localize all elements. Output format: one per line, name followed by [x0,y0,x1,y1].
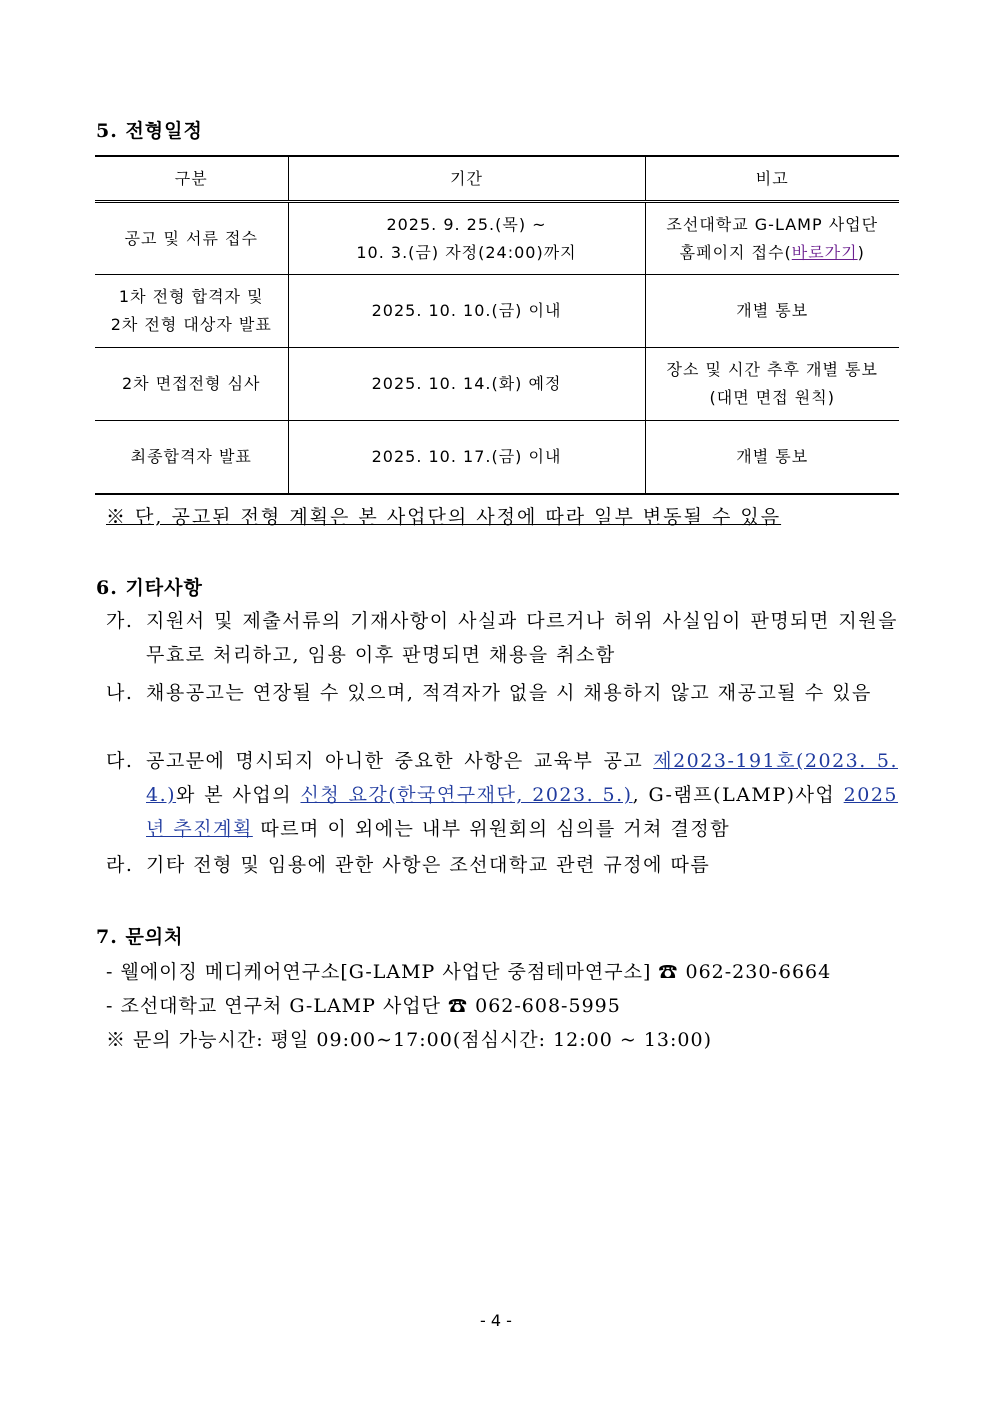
row1-period-line1: 2025. 9. 25.(목) ~ [386,214,547,234]
row1-note-line2 [650,239,896,267]
item-text: 채용공고는 연장될 수 있으며, 적격자가 없을 시 채용하지 않고 재공고될 수 있음 [146,682,872,704]
item-text-part: , G-램프(LAMP)사업 [632,784,844,806]
schedule-footnote: ※ 단, 공고된 전형 계획은 본 사업단의 사정에 따라 일부 변동될 수 있음 [106,506,782,528]
header-category: 구분 [95,156,288,202]
row4-period: 2025. 10. 17.(금) 이내 [288,421,645,494]
section6-title: 6. 기타사항 [96,577,203,599]
row1-note-suffix: ) [857,242,865,262]
header-period: 기간 [288,156,645,202]
shortcut-link[interactable]: 바로가기 [791,242,858,262]
item-text-part: 따르며 이 외에는 내부 위원회의 심의를 거쳐 결정함 [252,818,731,840]
row1-period-line2: 10. 3.(금) 자정(24:00)까지 [356,242,577,262]
list-item [106,744,898,846]
row2-period: 2025. 10. 10.(금) 이내 [288,275,645,348]
application-guide-link[interactable]: 신청 요강(한국연구재단, 2023. 5.) [300,784,633,806]
list-item [106,848,898,882]
plan-2025-link[interactable]: 2025년 추진계획 [146,784,899,840]
list-item [106,676,898,710]
item-text-part: 공고문에 명시되지 아니한 중요한 사항은 교육부 공고 [146,750,654,772]
phone-icon: ☎ [658,961,679,983]
row1-note [645,202,899,275]
page-number: - 4 - [480,1311,512,1330]
phone-icon: ☎ [448,995,469,1017]
row4-note: 개별 통보 [645,421,899,494]
contact-label: - 웰에이징 메디케어연구소[G-LAMP 사업단 중점테마연구소] [106,961,652,983]
contact-line [106,991,621,1018]
table-header-row [95,156,899,202]
row1-note-line1: 조선대학교 G-LAMP 사업단 [666,214,879,234]
item-mark: 가. [106,610,134,632]
contact-phone: 062-230-6664 [685,961,832,983]
row1-period [288,202,645,275]
item-text [146,744,898,846]
contact-line [106,957,831,984]
item-mark: 라. [106,854,134,876]
row2-note: 개별 통보 [645,275,899,348]
table-row [95,202,899,275]
row3-note-line1: 장소 및 시간 추후 개별 통보 [666,360,878,379]
row2-category-line2: 2차 전형 대상자 발표 [110,315,272,334]
table-row [95,348,899,421]
contact-phone: 062-608-5995 [475,995,621,1017]
item-mark: 나. [106,682,134,704]
row1-note-prefix: 홈페이지 접수( [679,242,792,262]
row2-category-line1: 1차 전형 합격자 및 [118,287,264,306]
contact-label: - 조선대학교 연구처 G-LAMP 사업단 [106,995,441,1017]
row3-note-line2: (대면 면접 원칙) [709,388,835,407]
row3-note [645,348,899,421]
row1-category: 공고 및 서류 접수 [95,202,288,275]
row2-category [95,275,288,348]
schedule-table [95,155,899,495]
list-item [106,604,898,672]
row4-category: 최종합격자 발표 [95,421,288,494]
item-text-part: 와 본 사업의 [176,784,301,806]
header-note: 비고 [645,156,899,202]
item-mark: 다. [106,750,134,772]
row3-period: 2025. 10. 14.(화) 예정 [288,348,645,421]
table-row [95,275,899,348]
table-row [95,421,899,494]
section5-title: 5. 전형일정 [96,120,203,142]
notice-2023-191-link[interactable]: 제2023-191호(2023. 5. 4.) [146,750,898,806]
row3-category: 2차 면접전형 심사 [95,348,288,421]
section7-title: 7. 문의처 [96,926,184,948]
item-text: 지원서 및 제출서류의 기재사항이 사실과 다르거나 허위 사실임이 판명되면 지원을 무효로 처리하고, 임용 이후 판명되면 채용을 취소함 [146,610,898,666]
contact-hours: ※ 문의 가능시간: 평일 09:00∼17:00(점심시간: 12:00 ~ 13:00) [106,1029,713,1051]
item-text: 기타 전형 및 임용에 관한 사항은 조선대학교 관련 규정에 따름 [146,854,711,876]
